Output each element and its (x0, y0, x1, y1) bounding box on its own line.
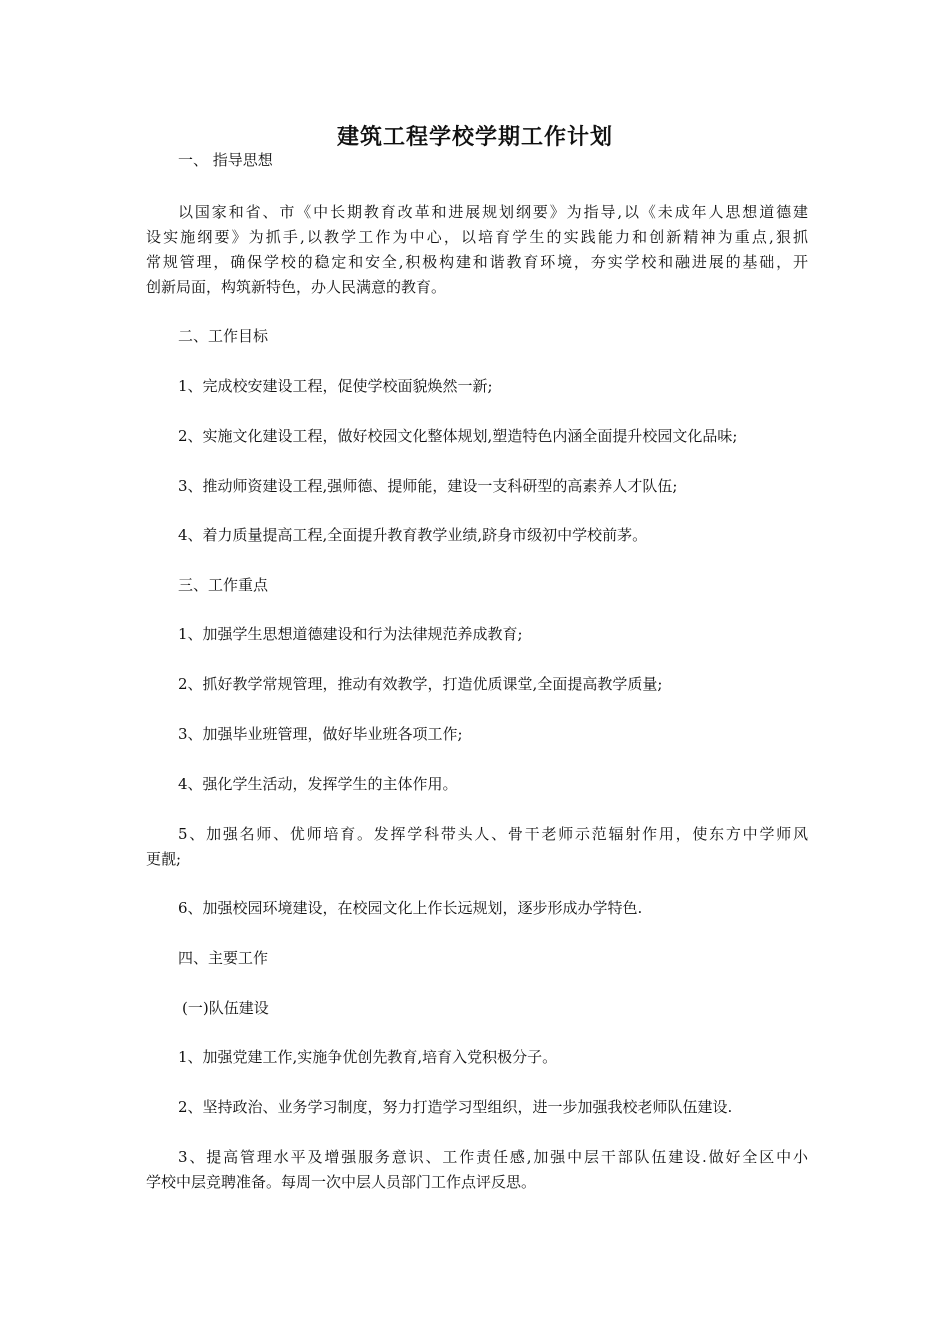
list-item: 2、实施文化建设工程，做好校园文化整体规划,塑造特色内涵全面提升校园文化品味; (178, 427, 738, 445)
paragraph-line: 创新局面，构筑新特色，办人民满意的教育。 (146, 278, 447, 296)
list-item (146, 1145, 808, 1195)
list-item: 1、完成校安建设工程，促使学校面貌焕然一新; (178, 377, 493, 395)
paragraph-line: 3、提高管理水平及增强服务意识、工作责任感,加强中层干部队伍建设.做好全区中小 (178, 1148, 808, 1166)
guiding-ideology-paragraph (146, 200, 808, 300)
paragraph-line: 常规管理，确保学校的稳定和安全,积极构建和谐教育环境，夯实学校和融进展的基础，开 (146, 253, 808, 271)
list-item: 2、抓好教学常规管理，推动有效教学，打造优质课堂,全面提高教学质量; (178, 675, 663, 693)
subsection-heading-team-building: (一)队伍建设 (182, 999, 269, 1017)
list-item (146, 822, 808, 872)
document-title: 建筑工程学校学期工作计划 (336, 124, 613, 150)
paragraph-line: 更靓; (146, 850, 182, 868)
list-item: 6、加强校园环境建设，在校园文化上作长远规划，逐步形成办学特色. (178, 899, 643, 917)
list-item: 4、着力质量提高工程,全面提升教育教学业绩,跻身市级初中学校前茅。 (178, 526, 648, 544)
section-heading-guiding-ideology: 一、 指导思想 (178, 151, 273, 169)
list-item: 3、推动师资建设工程,强师德、提师能，建设一支科研型的高素养人才队伍; (178, 477, 678, 495)
list-item: 3、加强毕业班管理，做好毕业班各项工作; (178, 725, 463, 743)
list-item: 2、坚持政治、业务学习制度，努力打造学习型组织，进一步加强我校老师队伍建设. (178, 1098, 733, 1116)
list-item: 1、加强学生思想道德建设和行为法律规范养成教育; (178, 625, 523, 643)
paragraph-line: 5、加强名师、优师培育。发挥学科带头人、骨干老师示范辐射作用，使东方中学师风 (178, 825, 808, 843)
section-heading-main-work: 四、主要工作 (178, 949, 269, 967)
list-item: 1、加强党建工作,实施争优创先教育,培育入党积极分子。 (178, 1048, 558, 1066)
paragraph-line: 学校中层竞聘准备。每周一次中层人员部门工作点评反思。 (146, 1173, 537, 1191)
paragraph-line: 以国家和省、市《中长期教育改革和进展规划纲要》为指导,以《未成年人思想道德建 (178, 203, 808, 221)
section-heading-work-focus: 三、工作重点 (178, 576, 269, 594)
paragraph-line: 设实施纲要》为抓手,以教学工作为中心，以培育学生的实践能力和创新精神为重点,狠抓 (146, 228, 808, 246)
section-heading-work-goals: 二、工作目标 (178, 327, 269, 345)
list-item: 4、强化学生活动，发挥学生的主体作用。 (178, 775, 458, 793)
